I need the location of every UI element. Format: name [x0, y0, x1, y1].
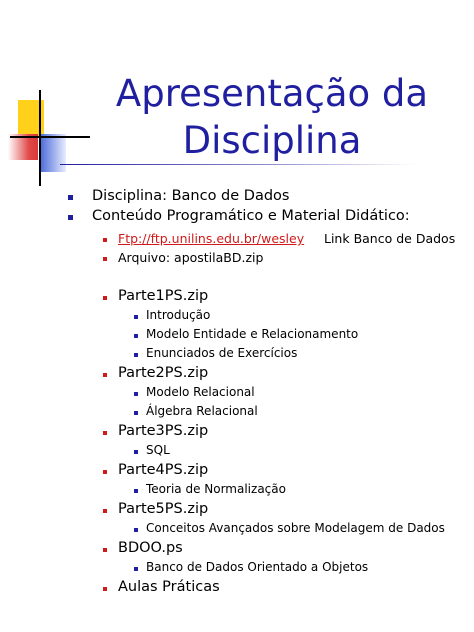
- slide-title: [92, 70, 452, 164]
- item-conteudo: Conteúdo Programático e Material Didático:: [92, 208, 410, 224]
- bullet-icon: [134, 411, 138, 415]
- item-parte4: Parte4PS.zip: [118, 462, 209, 478]
- item-parte1-mer: Modelo Entidade e Relacionamento: [146, 327, 359, 341]
- bullet-icon: [134, 528, 138, 532]
- logo-vertical-line: [39, 90, 41, 186]
- item-bdoo-objetos: Banco de Dados Orientado a Objetos: [146, 560, 369, 574]
- item-parte5-conceitos: Conceitos Avançados sobre Modelagem de Dados: [146, 521, 445, 535]
- bullet-icon: [103, 470, 107, 474]
- item-parte4-normalizacao: Teoria de Normalização: [146, 482, 286, 496]
- logo-horizontal-line: [10, 136, 90, 138]
- logo-blue-square: [40, 134, 66, 172]
- title-line-2: Disciplina: [182, 119, 362, 162]
- bullet-icon: [134, 315, 138, 319]
- ftp-link[interactable]: Ftp://ftp.unilins.edu.br/wesley: [118, 231, 305, 246]
- bullet-icon: [134, 567, 138, 571]
- item-arquivo: Arquivo: apostilaBD.zip: [118, 250, 264, 265]
- bullet-icon: [103, 548, 107, 552]
- ftp-note: Link Banco de Dados: [324, 231, 456, 246]
- bullet-icon: [134, 353, 138, 357]
- bullet-icon: [68, 215, 73, 220]
- bullet-icon: [68, 195, 73, 200]
- bullet-icon: [103, 587, 107, 591]
- bullet-icon: [134, 489, 138, 493]
- bullet-icon: [103, 296, 107, 300]
- item-parte3-sql: SQL: [146, 443, 170, 457]
- item-bdoo: BDOO.ps: [118, 540, 183, 556]
- title-underline: [60, 164, 416, 165]
- item-parte1-exercicios: Enunciados de Exercícios: [146, 346, 298, 360]
- title-line-1: Apresentação da: [115, 72, 429, 115]
- bullet-icon: [103, 257, 107, 261]
- bullet-icon: [134, 450, 138, 454]
- bullet-icon: [134, 334, 138, 338]
- item-parte2-relacional: Modelo Relacional: [146, 385, 255, 399]
- item-parte3: Parte3PS.zip: [118, 423, 209, 439]
- bullet-icon: [103, 509, 107, 513]
- bullet-icon: [103, 238, 107, 242]
- item-parte5: Parte5PS.zip: [118, 501, 209, 517]
- item-parte2: Parte2PS.zip: [118, 365, 209, 381]
- item-parte1-introducao: Introdução: [146, 308, 211, 322]
- item-parte2-algebra: Álgebra Relacional: [146, 404, 258, 418]
- bullet-icon: [103, 431, 107, 435]
- bullet-icon: [134, 392, 138, 396]
- item-aulas-praticas: Aulas Práticas: [118, 579, 220, 595]
- item-parte1: Parte1PS.zip: [118, 288, 209, 304]
- item-disciplina: Disciplina: Banco de Dados: [92, 188, 290, 204]
- bullet-icon: [103, 373, 107, 377]
